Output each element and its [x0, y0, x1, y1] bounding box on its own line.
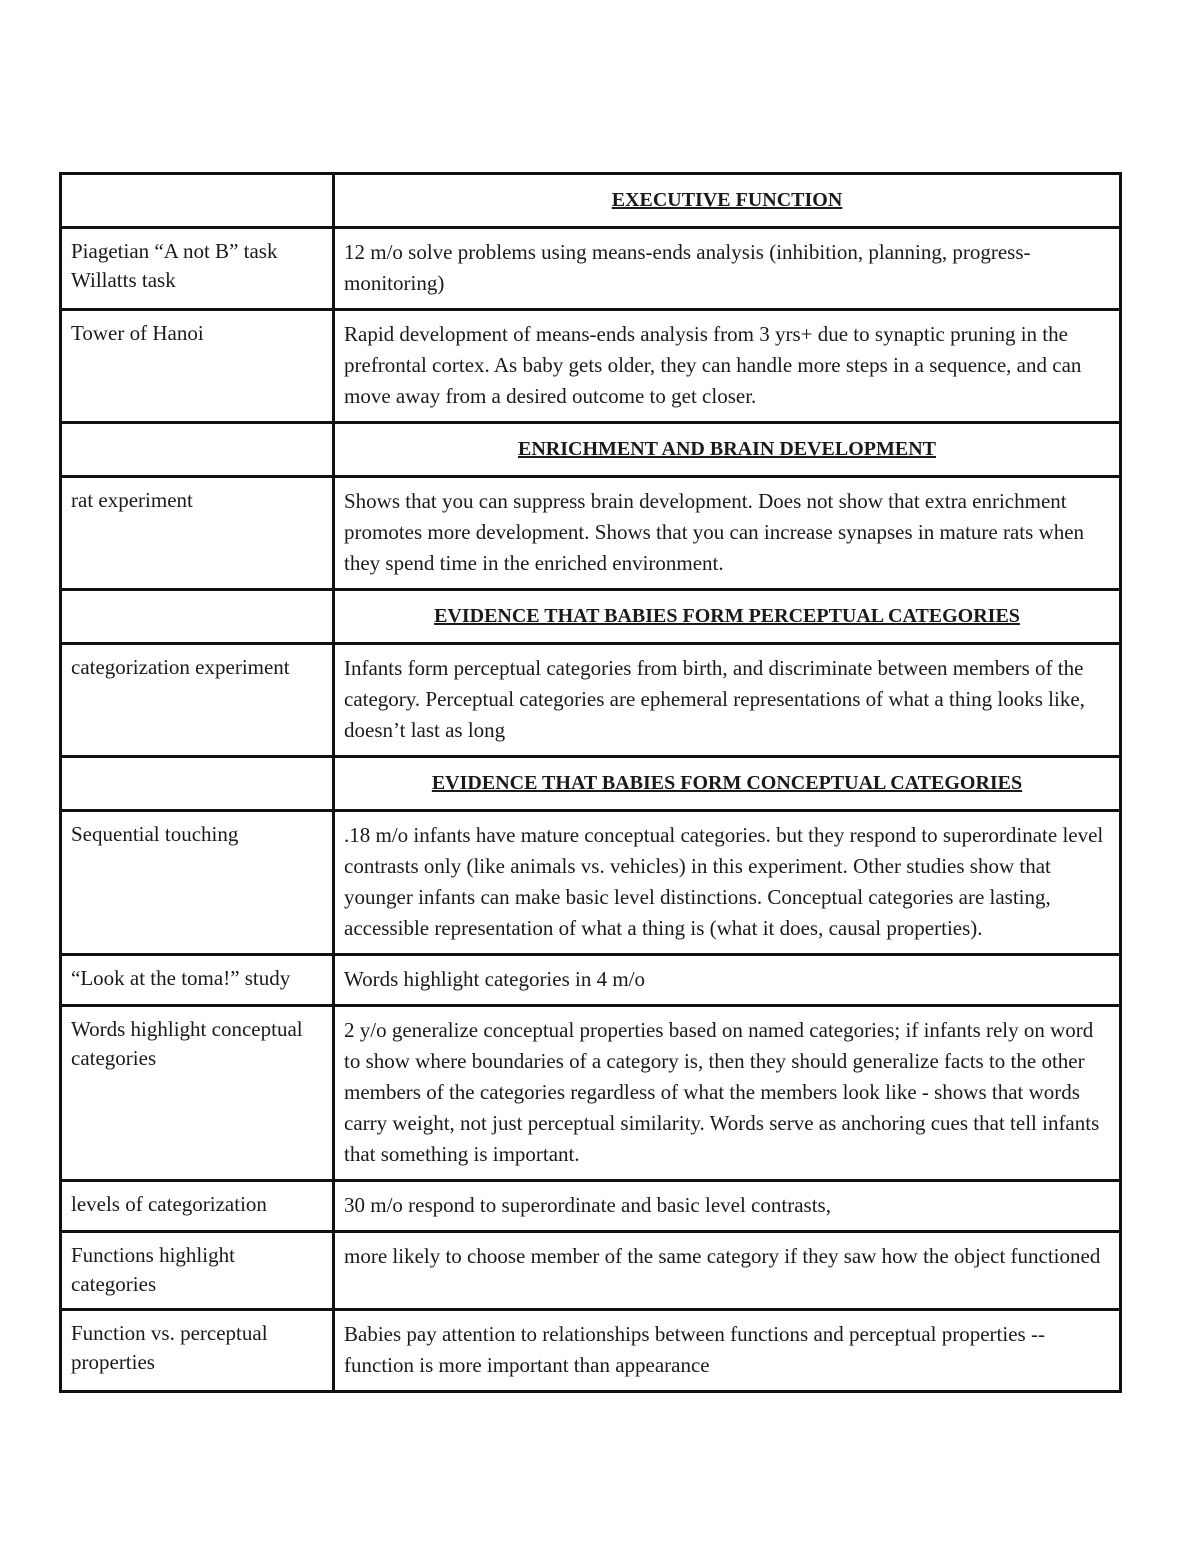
empty-cell: [61, 174, 334, 228]
term-cell: rat experiment: [61, 477, 334, 590]
table-row: [61, 644, 1121, 757]
description-cell: Words highlight categories in 4 m/o: [334, 955, 1121, 1006]
section-heading: EVIDENCE THAT BABIES FORM CONCEPTUAL CATEGORIES: [334, 757, 1121, 811]
description-cell: more likely to choose member of the same category if they saw how the object functioned: [334, 1232, 1121, 1310]
empty-cell: [61, 423, 334, 477]
section-header-row: [61, 423, 1121, 477]
term-cell: Sequential touching: [61, 811, 334, 955]
table-row: [61, 1181, 1121, 1232]
term-cell: “Look at the toma!” study: [61, 955, 334, 1006]
description-cell: Shows that you can suppress brain development. Does not show that extra enrichment promotes more development. Shows that you can increase synapses in mature rats when they spend time in the enriched environment.: [334, 477, 1121, 590]
term-cell: levels of categorization: [61, 1181, 334, 1232]
description-cell: 2 y/o generalize conceptual properties based on named categories; if infants rely on word to show where boundaries of a category is, then they should generalize facts to the other members of the categories regardless of what the members look like - shows that words carry weight, not just perceptual similarity. Words serve as anchoring cues that tell infants that something is important.: [334, 1006, 1121, 1181]
section-header-row: [61, 174, 1121, 228]
term-cell: Words highlight conceptual categories: [61, 1006, 334, 1181]
description-cell: Babies pay attention to relationships between functions and perceptual properties -- function is more important than appearance: [334, 1310, 1121, 1392]
table-row: [61, 955, 1121, 1006]
section-heading: ENRICHMENT AND BRAIN DEVELOPMENT: [334, 423, 1121, 477]
empty-cell: [61, 757, 334, 811]
table-row: [61, 811, 1121, 955]
section-heading: EVIDENCE THAT BABIES FORM PERCEPTUAL CATEGORIES: [334, 590, 1121, 644]
empty-cell: [61, 590, 334, 644]
term-cell: Functions highlight categories: [61, 1232, 334, 1310]
table-row: [61, 228, 1121, 310]
section-header-row: [61, 757, 1121, 811]
term-cell: Function vs. perceptual properties: [61, 1310, 334, 1392]
table-row: [61, 310, 1121, 423]
term-cell: Piagetian “A not B” task Willatts task: [61, 228, 334, 310]
study-notes-table: [59, 172, 1122, 1393]
table-row: [61, 477, 1121, 590]
term-cell: categorization experiment: [61, 644, 334, 757]
description-cell: .18 m/o infants have mature conceptual categories. but they respond to superordinate level contrasts only (like animals vs. vehicles) in this experiment. Other studies show that younger infants can make basic level distinctions. Conceptual categories are lasting, accessible representation of what a thing is (what it does, causal properties).: [334, 811, 1121, 955]
description-cell: Rapid development of means-ends analysis from 3 yrs+ due to synaptic pruning in the prefrontal cortex. As baby gets older, they can handle more steps in a sequence, and can move away from a desired outcome to get closer.: [334, 310, 1121, 423]
section-heading: EXECUTIVE FUNCTION: [334, 174, 1121, 228]
description-cell: 12 m/o solve problems using means-ends analysis (inhibition, planning, progress-monitoring): [334, 228, 1121, 310]
table-row: [61, 1310, 1121, 1392]
table-row: [61, 1232, 1121, 1310]
description-cell: 30 m/o respond to superordinate and basic level contrasts,: [334, 1181, 1121, 1232]
description-cell: Infants form perceptual categories from birth, and discriminate between members of the category. Perceptual categories are ephemeral representations of what a thing looks like, doesn’t last as long: [334, 644, 1121, 757]
term-cell: Tower of Hanoi: [61, 310, 334, 423]
table-row: [61, 1006, 1121, 1181]
section-header-row: [61, 590, 1121, 644]
